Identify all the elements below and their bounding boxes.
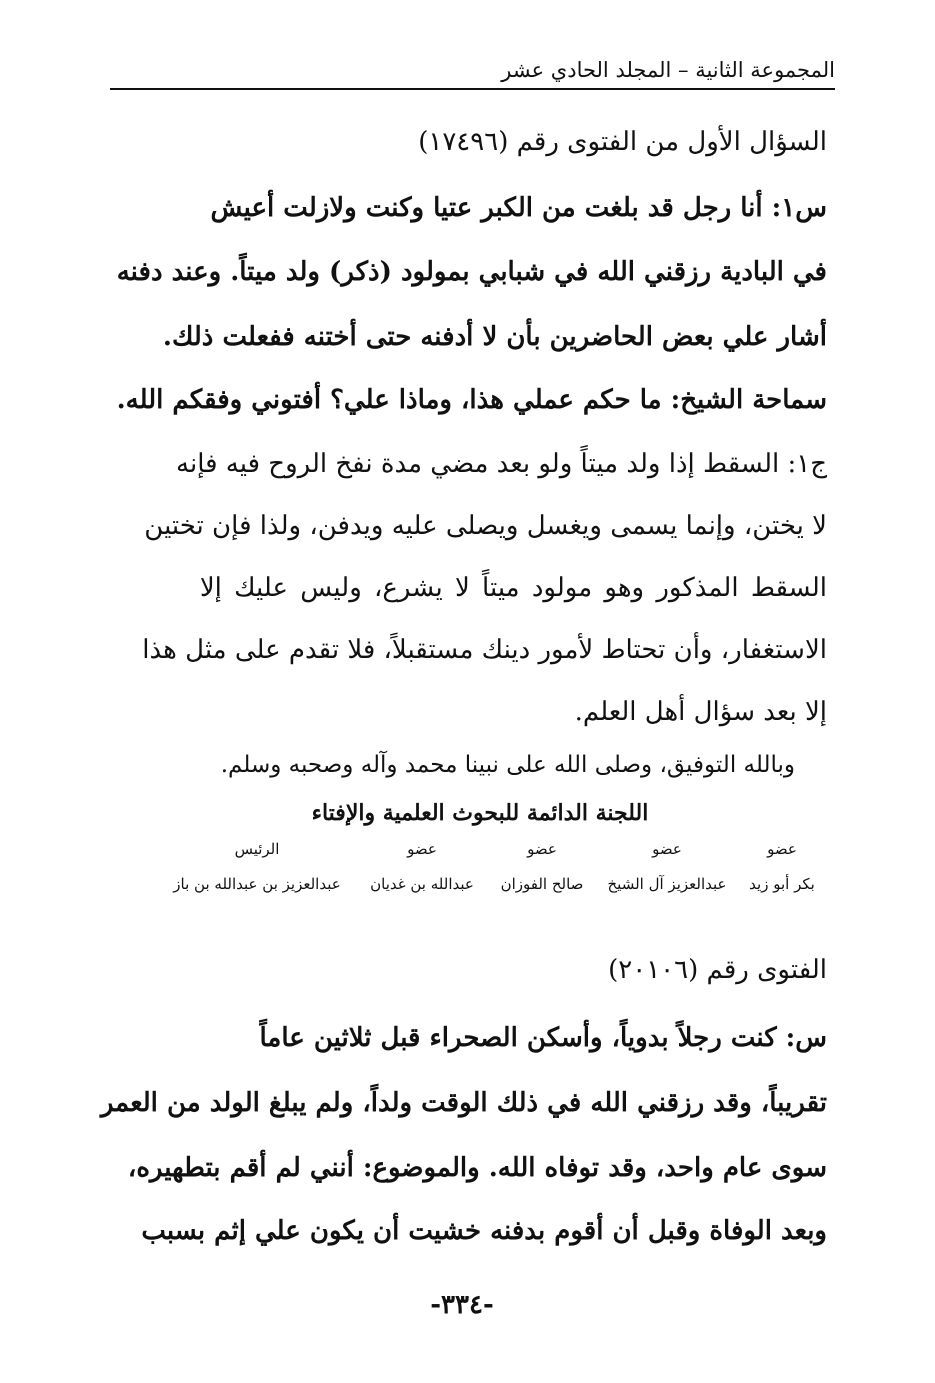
fatwa-1-question-line: أشار علي بعض الحاضرين بأن لا أدفنه حتى أختنه ففعلت ذلك. [162,322,827,352]
signatory-name: بكر أبو زيد [749,875,815,893]
signatory-role: عضو [407,840,437,858]
fatwa-1-answer-line: الاستغفار، وأن تحتاط لأمور دينك مستقبلاً، فلا تقدم على مثل هذا [142,635,827,665]
fatwa-1-heading: السؤال الأول من الفتوى رقم (١٧٤٩٦) [418,127,827,157]
signatory-names-row [127,875,827,905]
header-rule [110,88,835,90]
page-header [110,58,835,98]
signatory-role: عضو [527,840,557,858]
signatory-role: الرئيس [234,840,280,858]
signatory-role: عضو [652,840,682,858]
fatwa-1-question-line: في البادية رزقني الله في شبابي بمولود (ذكر) ولد ميتاً. وعند دفنه [116,257,827,287]
signatory-name: عبدالعزيز آل الشيخ [607,875,727,893]
fatwa-1-answer-line: إلا بعد سؤال أهل العلم. [574,697,827,727]
closing-formula: وبالله التوفيق، وصلى الله على نبينا محمد وآله وصحبه وسلم. [220,752,795,778]
committee-name: اللجنة الدائمة للبحوث العلمية والإفتاء [311,800,649,826]
signatory-name: صالح الفوزان [500,875,584,893]
signatory-role: عضو [767,840,797,858]
fatwa-2-question-line: سوى عام واحد، وقد توفاه الله. والموضوع: أنني لم أقم بتطهيره، [127,1153,827,1183]
signatory-name: عبدالله بن غديان [370,875,474,893]
running-title: المجموعة الثانية – المجلد الحادي عشر [495,58,835,82]
fatwa-1-answer-line: ج١: السقط إذا ولد ميتاً ولو بعد مضي مدة نفخ الروح فيه فإنه [176,449,827,479]
signatory-name: عبدالعزيز بن عبدالله بن باز [173,875,341,893]
fatwa-2-heading: الفتوى رقم (٢٠١٠٦) [608,955,827,985]
signatory-roles-row [127,840,827,870]
fatwa-2-question-line: وبعد الوفاة وقبل أن أقوم بدفنه خشيت أن يكون علي إثم بسبب [141,1216,827,1246]
fatwa-1-answer-line: لا يختن، وإنما يسمى ويغسل ويصلى عليه ويدفن، ولذا فإن تختين [144,511,827,541]
fatwa-1-question-line: س١: أنا رجل قد بلغت من الكبر عتيا وكنت ولازلت أعيش [210,193,827,223]
fatwa-1-question-line: سماحة الشيخ: ما حكم عملي هذا، وماذا علي؟ أفتوني وفقكم الله. [116,385,827,415]
fatwa-2-question-line: س: كنت رجلاً بدوياً، وأسكن الصحراء قبل ثلاثين عاماً [259,1023,827,1053]
fatwa-1-answer-line: السقط المذكور وهو مولود ميتاً لا يشرع، وليس عليك إلا [199,573,827,603]
fatwa-2-question-line: تقريباً، وقد رزقني الله في ذلك الوقت ولداً، ولم يبلغ الولد من العمر [100,1088,827,1118]
page-number: -٣٣٤- [430,1290,494,1320]
